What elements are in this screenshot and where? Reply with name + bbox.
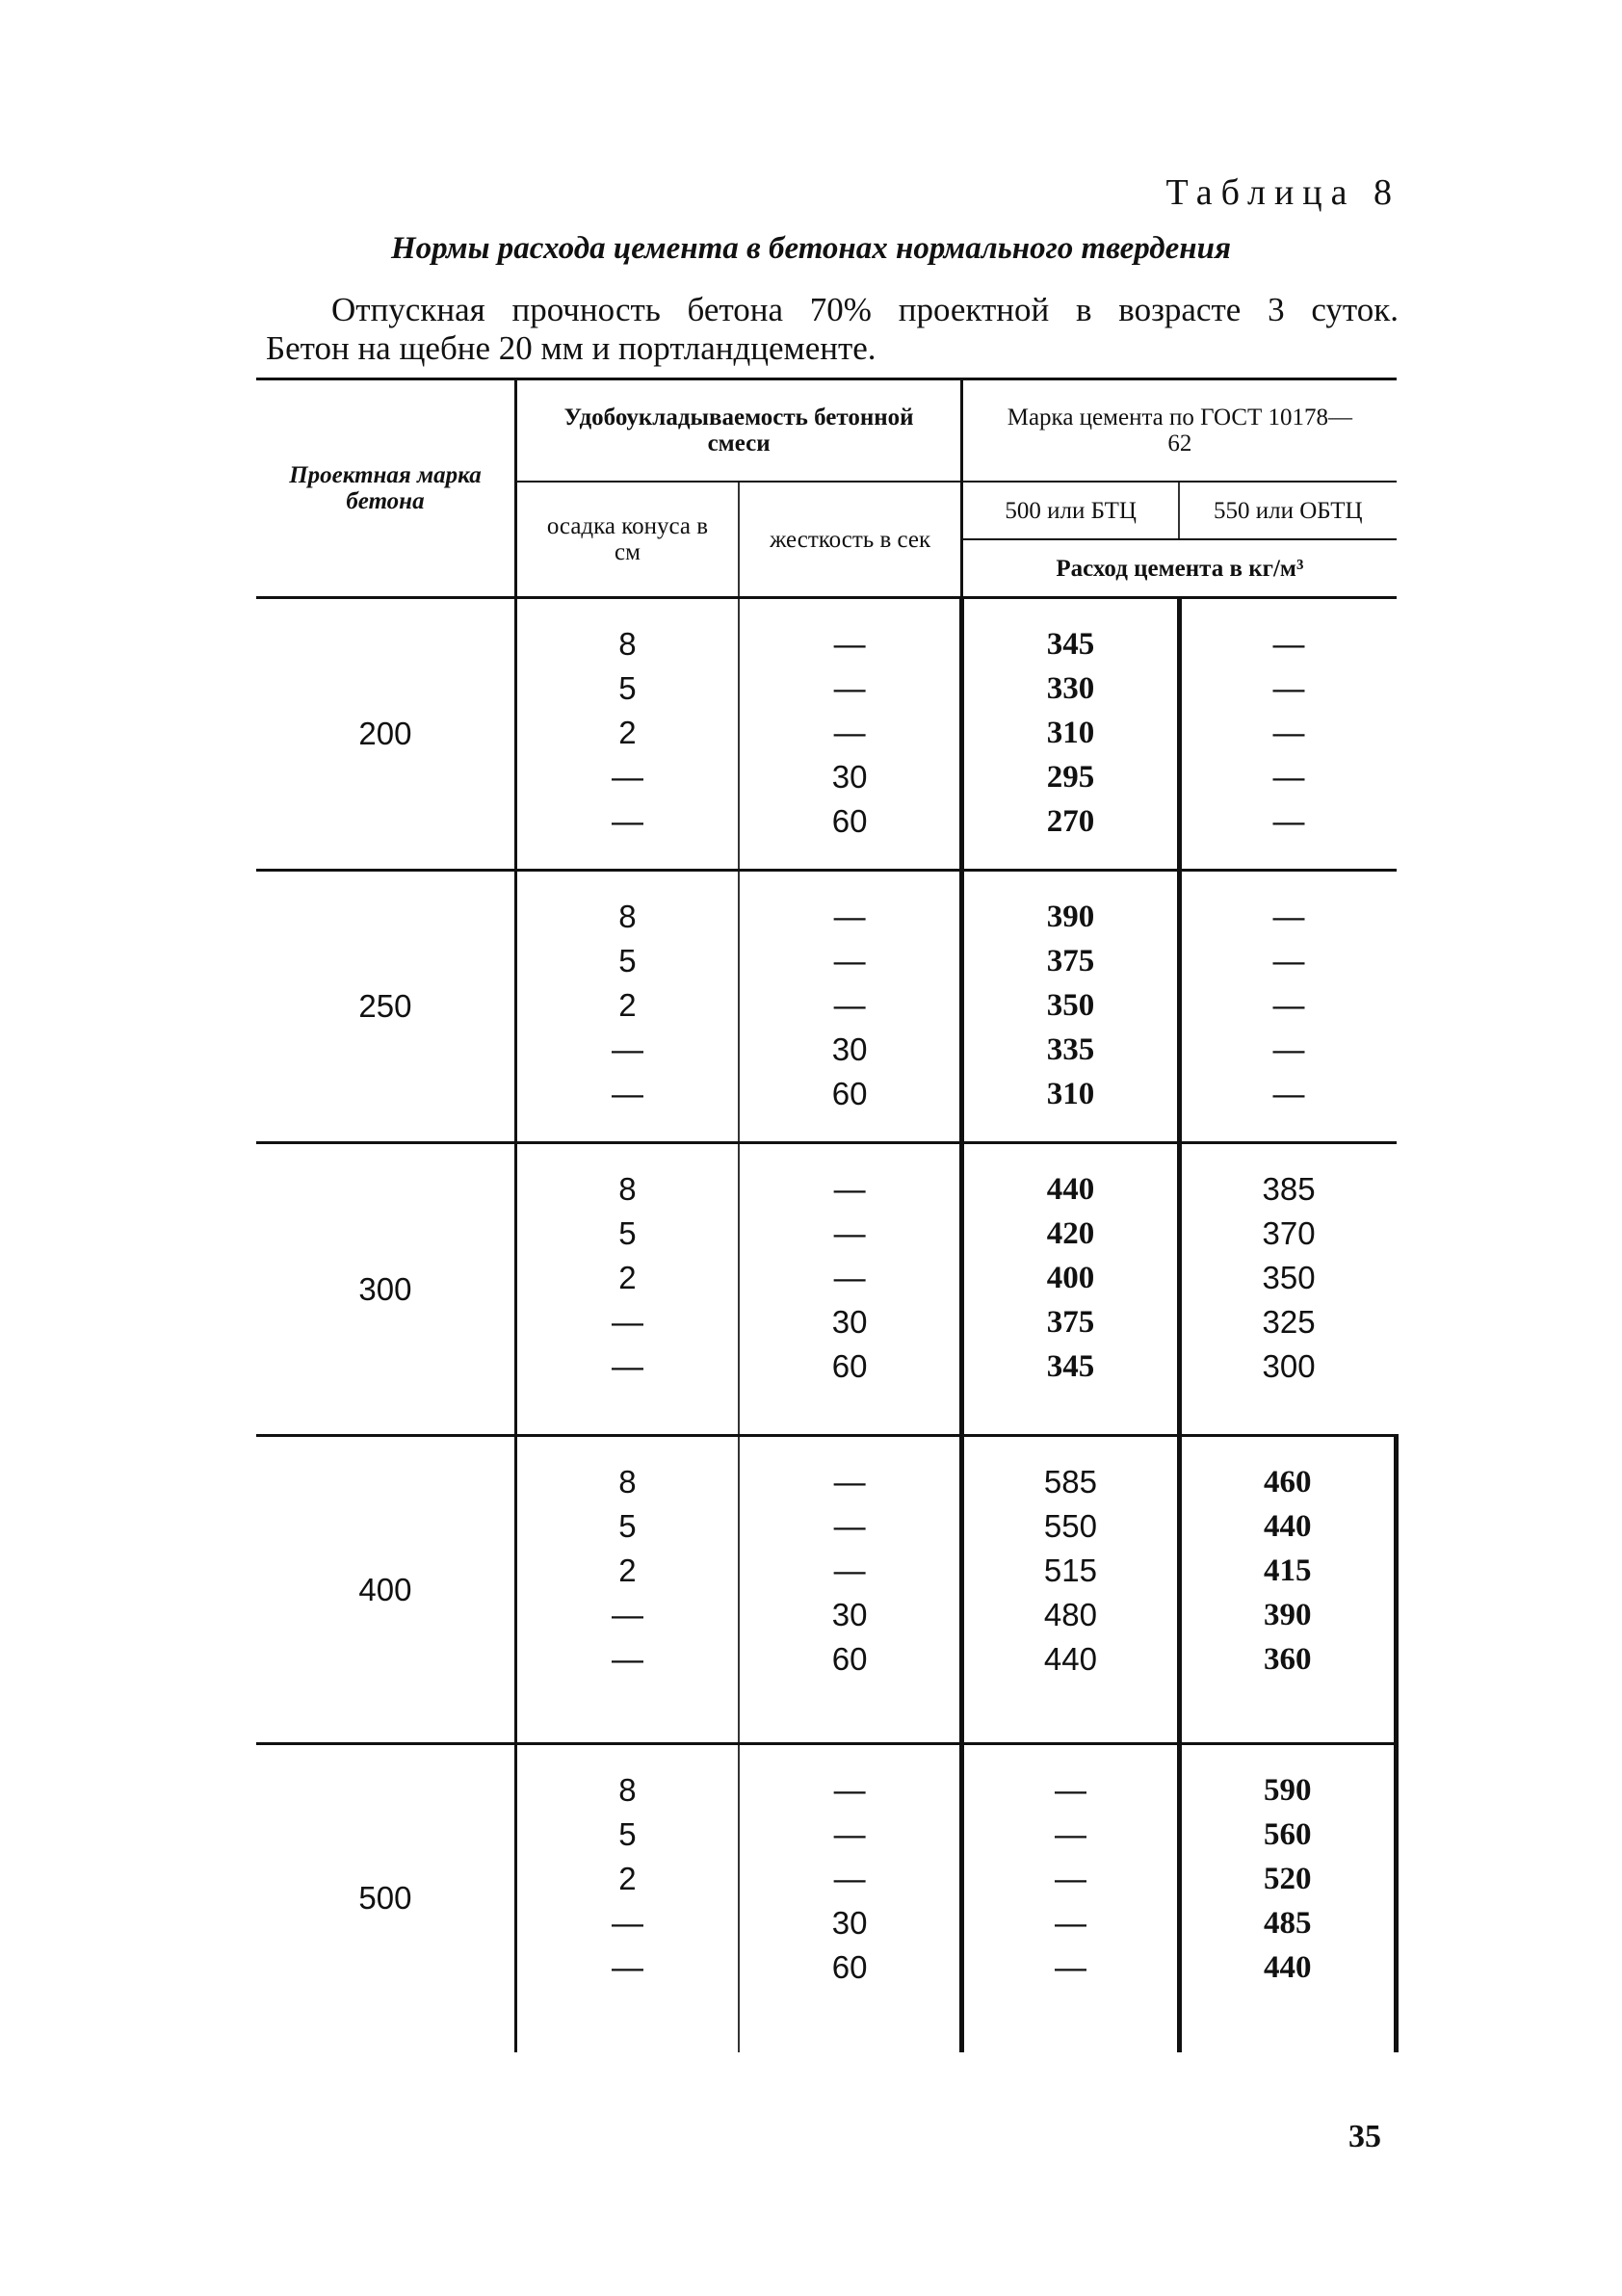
table-row <box>256 871 1397 1143</box>
value: 2 <box>618 1260 637 1295</box>
c550-cell <box>1179 1744 1396 2052</box>
value: 60 <box>831 1949 868 1985</box>
header-stiffness: жесткость в сек <box>739 482 962 598</box>
c500-cell <box>962 1143 1179 1436</box>
grade-cell: 500 <box>256 1744 515 2052</box>
grade-cell: 250 <box>256 871 515 1143</box>
value: 2 <box>618 715 637 750</box>
c550-cell <box>1179 1143 1396 1436</box>
value: — <box>1272 987 1305 1023</box>
value: 350 <box>1262 1260 1316 1295</box>
value: 585 <box>1043 1464 1097 1500</box>
value: 360 <box>1264 1642 1312 1677</box>
value: 385 <box>1262 1171 1316 1207</box>
value: 5 <box>618 1508 637 1544</box>
value: — <box>1054 1905 1086 1941</box>
header-slump: осадка конуса в см <box>515 482 739 598</box>
value: 30 <box>831 1597 868 1632</box>
intro-line-1: Отпускная прочность бетона 70% проектной в возрасте 3 суток. <box>331 291 1399 328</box>
header-cement-550: 550 или ОБТЦ <box>1179 482 1396 539</box>
value: — <box>611 1348 643 1384</box>
value: — <box>1272 803 1305 839</box>
value: 460 <box>1264 1465 1312 1500</box>
header-workability: Удобоукладываемость бетонной смеси <box>515 379 961 483</box>
value: 390 <box>1264 1598 1312 1632</box>
value: 300 <box>1262 1348 1316 1384</box>
value: — <box>1054 1861 1086 1896</box>
value: 345 <box>1046 627 1095 662</box>
value: — <box>1272 670 1305 706</box>
value: — <box>1272 943 1305 978</box>
value: 350 <box>1046 988 1095 1023</box>
value: 515 <box>1043 1552 1097 1588</box>
value: 480 <box>1043 1597 1097 1632</box>
c500-cell <box>962 598 1179 871</box>
value: 590 <box>1264 1773 1312 1808</box>
value: 5 <box>618 1215 637 1251</box>
value: 5 <box>618 1816 637 1852</box>
table-row <box>256 1143 1397 1436</box>
value: — <box>1272 715 1305 750</box>
slump-cell <box>515 1744 739 2052</box>
c550-cell <box>1179 871 1396 1143</box>
value: 310 <box>1046 716 1095 750</box>
slump-cell <box>515 598 739 871</box>
value: 60 <box>831 803 868 839</box>
value: — <box>1272 899 1305 934</box>
c500-cell <box>962 1744 1179 2052</box>
table-row <box>256 1436 1397 1744</box>
value: 440 <box>1046 1172 1095 1207</box>
value: — <box>1054 1816 1086 1852</box>
value: 30 <box>831 1031 868 1067</box>
value: — <box>833 1215 866 1251</box>
value: 420 <box>1046 1216 1095 1251</box>
value: 440 <box>1264 1950 1312 1985</box>
value: 270 <box>1046 804 1095 839</box>
value: — <box>611 1076 643 1111</box>
value: 60 <box>831 1348 868 1384</box>
value: 8 <box>618 1171 637 1207</box>
value: — <box>833 1816 866 1852</box>
value: 325 <box>1262 1304 1316 1340</box>
grade-cell: 400 <box>256 1436 515 1744</box>
value: — <box>611 1949 643 1985</box>
value: — <box>833 715 866 750</box>
stiffness-cell <box>739 1436 962 1744</box>
table-title: Нормы расхода цемента в бетонах нормального твердения <box>391 231 1231 266</box>
stiffness-cell <box>739 1744 962 2052</box>
value: — <box>833 899 866 934</box>
value: 295 <box>1046 760 1095 795</box>
value: — <box>1272 1076 1305 1111</box>
header-cement-grade: Марка цемента по ГОСТ 10178—62 <box>962 379 1397 483</box>
table-label: Таблица 8 <box>1165 172 1400 213</box>
value: — <box>1054 1772 1086 1808</box>
value: 560 <box>1264 1817 1312 1852</box>
c500-cell <box>962 1436 1179 1744</box>
page-number: 35 <box>1348 2119 1381 2154</box>
value: — <box>611 1905 643 1941</box>
value: 335 <box>1046 1032 1095 1067</box>
value: 5 <box>618 670 637 706</box>
value: — <box>1272 1031 1305 1067</box>
value: 550 <box>1043 1508 1097 1544</box>
slump-cell <box>515 1436 739 1744</box>
header-cement-500: 500 или БТЦ <box>962 482 1179 539</box>
grade-cell: 300 <box>256 1143 515 1436</box>
value: 5 <box>618 943 637 978</box>
value: 8 <box>618 1772 637 1808</box>
value: — <box>833 1552 866 1588</box>
value: — <box>833 1171 866 1207</box>
value: 400 <box>1046 1261 1095 1295</box>
value: 8 <box>618 1464 637 1500</box>
value: 330 <box>1046 671 1095 706</box>
value: 370 <box>1262 1215 1316 1251</box>
value: — <box>611 1597 643 1632</box>
value: 345 <box>1046 1349 1095 1384</box>
value: — <box>611 759 643 795</box>
value: 8 <box>618 899 637 934</box>
value: 440 <box>1264 1509 1312 1544</box>
c550-cell <box>1179 598 1396 871</box>
value: — <box>611 1304 643 1340</box>
value: 30 <box>831 1905 868 1941</box>
value: 440 <box>1043 1641 1097 1677</box>
value: — <box>833 1464 866 1500</box>
value: — <box>611 1031 643 1067</box>
value: 30 <box>831 759 868 795</box>
table-row <box>256 1744 1397 2052</box>
value: 520 <box>1264 1862 1312 1896</box>
value: 30 <box>831 1304 868 1340</box>
grade-cell: 200 <box>256 598 515 871</box>
c500-cell <box>962 871 1179 1143</box>
value: 390 <box>1046 900 1095 934</box>
slump-cell <box>515 1143 739 1436</box>
value: — <box>833 626 866 662</box>
value: — <box>833 1508 866 1544</box>
value: 415 <box>1264 1553 1312 1588</box>
intro-line-2: Бетон на щебне 20 мм и портландцементе. <box>266 329 876 367</box>
value: 375 <box>1046 1305 1095 1340</box>
value: — <box>611 1641 643 1677</box>
value: 2 <box>618 987 637 1023</box>
stiffness-cell <box>739 598 962 871</box>
value: — <box>611 803 643 839</box>
header-consumption: Расход цемента в кг/м³ <box>962 539 1397 598</box>
value: 2 <box>618 1552 637 1588</box>
header-grade: Проектная марка бетона <box>256 379 515 598</box>
table-row <box>256 598 1397 871</box>
value: 375 <box>1046 944 1095 978</box>
value: 60 <box>831 1641 868 1677</box>
stiffness-cell <box>739 1143 962 1436</box>
value: — <box>1272 759 1305 795</box>
value: 8 <box>618 626 637 662</box>
slump-cell <box>515 871 739 1143</box>
value: — <box>1054 1949 1086 1985</box>
value: — <box>833 1772 866 1808</box>
value: — <box>833 670 866 706</box>
value: — <box>833 987 866 1023</box>
intro-text <box>266 291 1399 368</box>
value: 485 <box>1264 1906 1312 1941</box>
value: — <box>1272 626 1305 662</box>
c550-cell <box>1179 1436 1396 1744</box>
value: 60 <box>831 1076 868 1111</box>
value: — <box>833 1260 866 1295</box>
value: 310 <box>1046 1077 1095 1111</box>
cement-norms-table <box>256 378 1399 2052</box>
value: — <box>833 943 866 978</box>
stiffness-cell <box>739 871 962 1143</box>
value: 2 <box>618 1861 637 1896</box>
value: — <box>833 1861 866 1896</box>
